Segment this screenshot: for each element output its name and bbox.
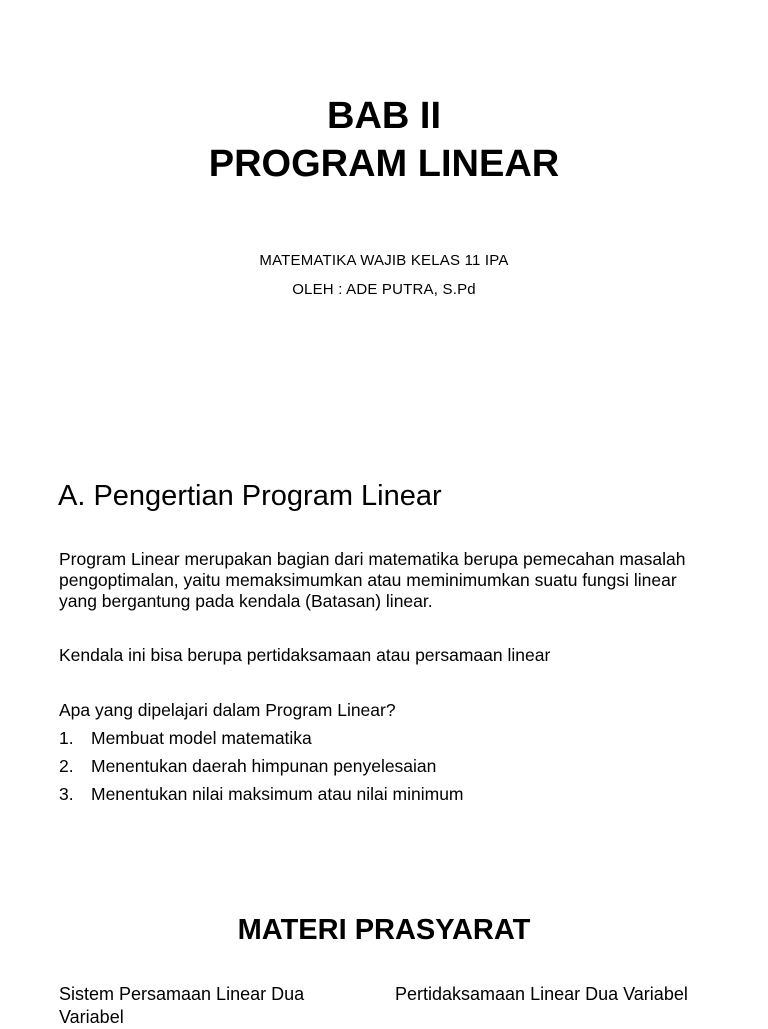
constraint-paragraph: Kendala ini bisa berupa pertidaksamaan atau persamaan linear bbox=[59, 645, 551, 665]
list-item bbox=[59, 756, 464, 777]
list-item-text: Menentukan daerah himpunan penyelesaian bbox=[91, 756, 437, 776]
section-heading: A. Pengertian Program Linear bbox=[58, 480, 442, 512]
definition-paragraph: Program Linear merupakan bagian dari matematika berupa pemecahan masalah pengoptimalan, yaitu memaksimumkan atau meminimumkan suatu fungsi linear yang bergantung pada kendala (Batasan) linear. bbox=[59, 549, 686, 611]
prerequisite-right: Pertidaksamaan Linear Dua Variabel bbox=[395, 984, 688, 1004]
slide-title-heading bbox=[0, 92, 768, 188]
subtitle-author: OLEH : ADE PUTRA, S.Pd bbox=[292, 281, 476, 298]
slide-title bbox=[0, 0, 768, 420]
question-text: Apa yang dipelajari dalam Program Linear? bbox=[59, 700, 396, 720]
list-item bbox=[59, 728, 464, 749]
title-line-topic: PROGRAM LINEAR bbox=[208, 143, 560, 185]
list-item-number: 3. bbox=[59, 784, 74, 804]
subtitle-course: MATEMATIKA WAJIB KELAS 11 IPA bbox=[259, 252, 509, 269]
slide-definition bbox=[0, 460, 768, 860]
list-item-number: 2. bbox=[59, 756, 74, 776]
prerequisites-title: MATERI PRASYARAT bbox=[237, 914, 531, 946]
list-item-text: Membuat model matematika bbox=[91, 728, 312, 748]
list-item bbox=[59, 784, 464, 805]
slide-prerequisites bbox=[0, 900, 768, 1027]
list-item-text: Menentukan nilai maksimum atau nilai minimum bbox=[91, 784, 464, 804]
topics-list bbox=[59, 728, 464, 812]
list-item-number: 1. bbox=[59, 728, 74, 748]
prerequisite-left: Sistem Persamaan Linear Dua Variabel bbox=[59, 984, 305, 1027]
title-line-chapter: BAB II bbox=[327, 95, 441, 137]
